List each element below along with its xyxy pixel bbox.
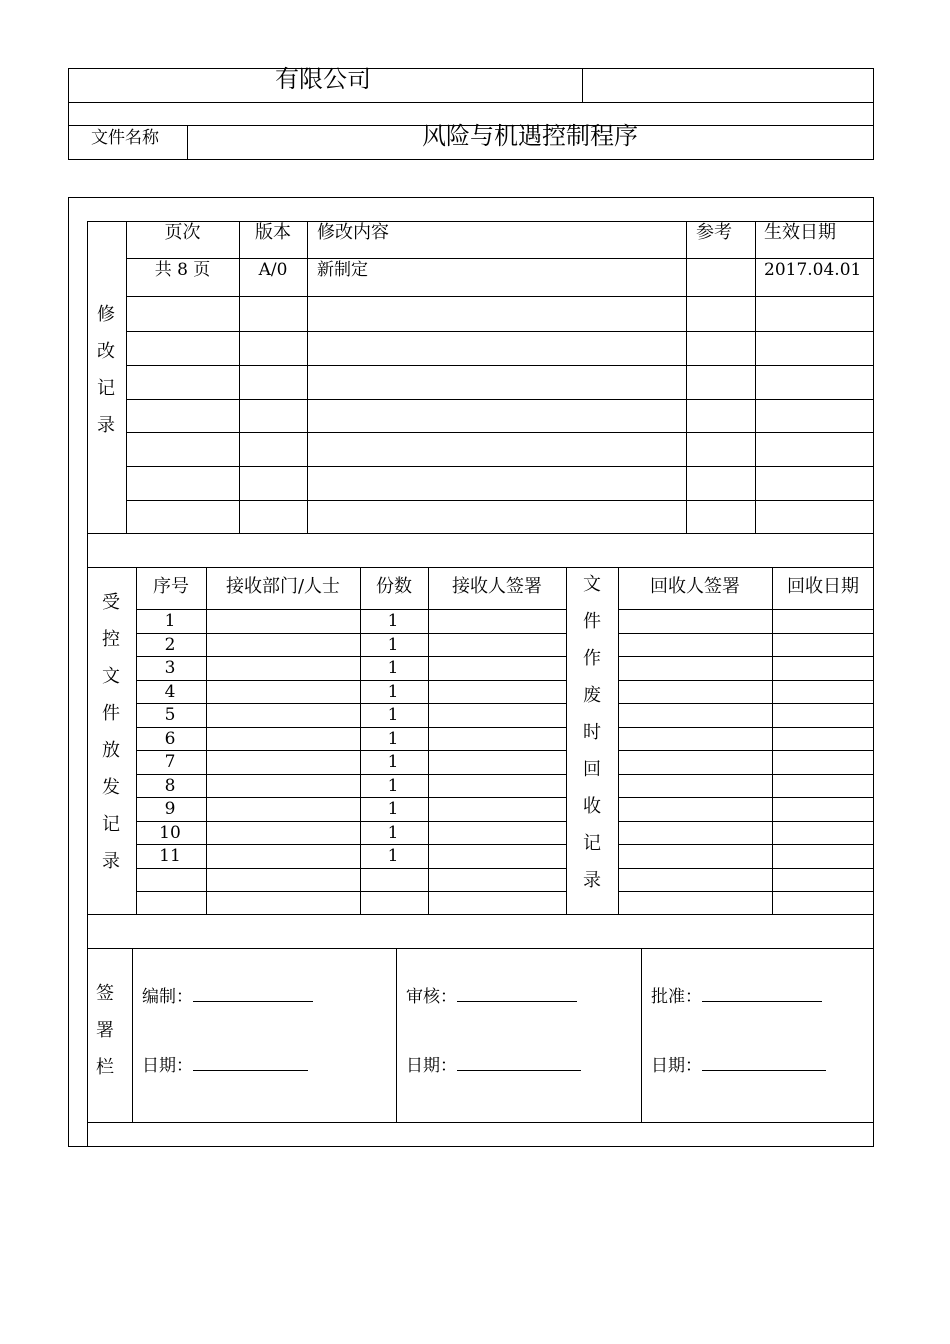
compiled-line[interactable] — [193, 985, 313, 1002]
company-name: 有限公司 — [275, 65, 371, 93]
distribution-cell: 5 — [164, 705, 176, 725]
file-name-label: 文件名称 — [91, 128, 159, 148]
reviewed-line[interactable] — [457, 985, 577, 1002]
approved-label: 批准： — [651, 987, 702, 1007]
distribution-cell: 3 — [164, 658, 176, 678]
approved-by-field[interactable] — [651, 985, 822, 1007]
distribution-cell: 4 — [164, 682, 176, 702]
recall-header-0: 回收人签署 — [650, 576, 740, 597]
distribution-cell: 9 — [164, 799, 176, 819]
reviewed-by-field[interactable] — [406, 985, 577, 1007]
distribution-cell: 1 — [387, 752, 399, 772]
revision-header-3: 参考 — [696, 222, 732, 243]
approved-date-line[interactable] — [702, 1054, 826, 1071]
reviewed-label: 审核： — [406, 987, 457, 1007]
distribution-header-3: 接收人签署 — [452, 576, 542, 597]
distribution-cell: 7 — [164, 752, 176, 772]
recall-side-label: 文 件 作 废 时 回 收 记 录 — [583, 574, 601, 891]
distribution-cell: 1 — [387, 729, 399, 749]
distribution-cell: 1 — [387, 611, 399, 631]
revision-header-2: 修改内容 — [317, 222, 389, 243]
distribution-cell: 1 — [387, 776, 399, 796]
approved-date-field[interactable] — [651, 1054, 826, 1076]
distribution-cell: 1 — [387, 635, 399, 655]
distribution-cell: 1 — [387, 658, 399, 678]
distribution-header-1: 接收部门/人士 — [225, 576, 341, 597]
revision-cell: A/0 — [258, 260, 288, 280]
revision-cell: 新制定 — [317, 260, 368, 280]
approved-line[interactable] — [702, 985, 822, 1002]
document-title: 风险与机遇控制程序 — [422, 122, 638, 150]
recall-header-1: 回收日期 — [787, 576, 859, 597]
distribution-cell: 10 — [159, 823, 181, 843]
distribution-header-0: 序号 — [153, 576, 189, 597]
distribution-cell: 1 — [387, 682, 399, 702]
revision-header-4: 生效日期 — [764, 222, 836, 243]
approved-date-label: 日期： — [651, 1056, 702, 1076]
distribution-cell: 6 — [164, 729, 176, 749]
distribution-header-2: 份数 — [376, 576, 412, 597]
revision-header-1: 版本 — [255, 222, 291, 243]
signature-side-label: 签 署 栏 — [96, 983, 114, 1078]
distribution-cell: 1 — [387, 799, 399, 819]
compiled-date-label: 日期： — [142, 1056, 193, 1076]
compiled-by-field[interactable] — [142, 985, 313, 1007]
compiled-date-field[interactable] — [142, 1054, 308, 1076]
distribution-cell: 1 — [164, 611, 176, 631]
distribution-cell: 1 — [387, 705, 399, 725]
revision-cell: 2017.04.01 — [764, 260, 862, 280]
distribution-cell: 2 — [164, 635, 176, 655]
distribution-cell: 1 — [387, 823, 399, 843]
distribution-cell: 1 — [387, 846, 399, 866]
reviewed-date-field[interactable] — [406, 1054, 581, 1076]
reviewed-date-label: 日期： — [406, 1056, 457, 1076]
revision-header-0: 页次 — [164, 222, 201, 243]
revision-cell: 共 8 页 — [154, 260, 211, 280]
distribution-side-label: 受 控 文 件 放 发 记 录 — [102, 592, 120, 872]
distribution-cell: 11 — [159, 846, 181, 866]
reviewed-date-line[interactable] — [457, 1054, 581, 1071]
compiled-label: 编制： — [142, 987, 193, 1007]
distribution-cell: 8 — [164, 776, 176, 796]
revision-side-label: 修 改 记 录 — [97, 304, 115, 436]
compiled-date-line[interactable] — [193, 1054, 308, 1071]
